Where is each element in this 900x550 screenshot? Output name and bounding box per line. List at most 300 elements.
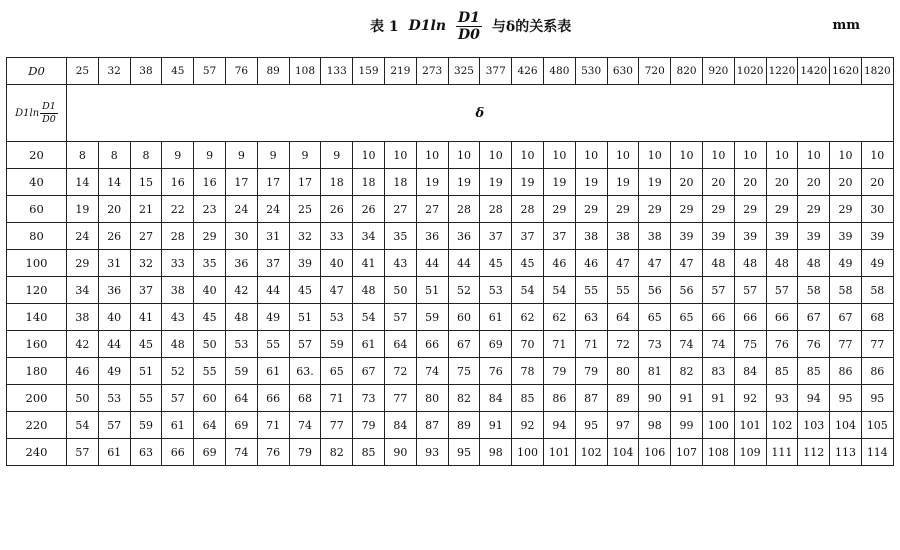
table-cell: 73 bbox=[639, 331, 671, 358]
table-cell: 9 bbox=[321, 142, 353, 169]
table-cell: 55 bbox=[194, 358, 226, 385]
table-cell: 57 bbox=[98, 412, 130, 439]
header-cell-d0-value: 1220 bbox=[766, 58, 798, 85]
table-cell: 9 bbox=[162, 142, 194, 169]
table-cell: 48 bbox=[798, 250, 830, 277]
table-cell: 86 bbox=[861, 358, 893, 385]
table-cell: 81 bbox=[639, 358, 671, 385]
table-cell: 63 bbox=[575, 304, 607, 331]
table-cell: 44 bbox=[257, 277, 289, 304]
table-cell: 95 bbox=[575, 412, 607, 439]
table-cell: 49 bbox=[861, 250, 893, 277]
table-cell: 50 bbox=[194, 331, 226, 358]
table-cell: 20 bbox=[798, 169, 830, 196]
table-cell: 27 bbox=[130, 223, 162, 250]
table-cell: 55 bbox=[575, 277, 607, 304]
header-cell-d0-value: 273 bbox=[416, 58, 448, 85]
table-cell: 79 bbox=[543, 358, 575, 385]
table-cell: 76 bbox=[257, 439, 289, 466]
table-cell: 87 bbox=[575, 385, 607, 412]
table-cell: 44 bbox=[98, 331, 130, 358]
table-cell: 39 bbox=[861, 223, 893, 250]
table-row bbox=[7, 439, 894, 466]
table-cell: 14 bbox=[67, 169, 99, 196]
table-cell: 36 bbox=[448, 223, 480, 250]
table-cell: 47 bbox=[639, 250, 671, 277]
table-cell: 61 bbox=[257, 358, 289, 385]
table-cell: 39 bbox=[734, 223, 766, 250]
table-cell: 39 bbox=[830, 223, 862, 250]
table-label: 表 1 bbox=[370, 19, 399, 35]
table-cell: 28 bbox=[162, 223, 194, 250]
table-cell: 82 bbox=[448, 385, 480, 412]
table-cell: 24 bbox=[257, 196, 289, 223]
delta-header-cell: δ bbox=[67, 85, 894, 142]
table-cell: 21 bbox=[130, 196, 162, 223]
header-cell-d0-value: 57 bbox=[194, 58, 226, 85]
table-cell: 49 bbox=[830, 250, 862, 277]
table-cell: 46 bbox=[67, 358, 99, 385]
row-label-cell: 200 bbox=[7, 385, 67, 412]
table-cell: 60 bbox=[194, 385, 226, 412]
table-cell: 80 bbox=[607, 358, 639, 385]
table-cell: 42 bbox=[225, 277, 257, 304]
table-cell: 34 bbox=[353, 223, 385, 250]
table-cell: 29 bbox=[671, 196, 703, 223]
table-cell: 113 bbox=[830, 439, 862, 466]
table-cell: 59 bbox=[321, 331, 353, 358]
table-cell: 75 bbox=[734, 331, 766, 358]
table-cell: 29 bbox=[798, 196, 830, 223]
table-cell: 19 bbox=[448, 169, 480, 196]
table-cell: 8 bbox=[67, 142, 99, 169]
table-cell: 72 bbox=[607, 331, 639, 358]
header-cell-d0-value: 89 bbox=[257, 58, 289, 85]
table-cell: 43 bbox=[162, 304, 194, 331]
table-cell: 66 bbox=[162, 439, 194, 466]
header-cell-d0-value: 426 bbox=[512, 58, 544, 85]
table-cell: 41 bbox=[130, 304, 162, 331]
table-cell: 85 bbox=[798, 358, 830, 385]
table-cell: 26 bbox=[353, 196, 385, 223]
table-cell: 19 bbox=[639, 169, 671, 196]
table-cell: 29 bbox=[734, 196, 766, 223]
table-cell: 61 bbox=[162, 412, 194, 439]
table-cell: 10 bbox=[480, 142, 512, 169]
table-cell: 20 bbox=[671, 169, 703, 196]
table-cell: 28 bbox=[480, 196, 512, 223]
table-cell: 57 bbox=[702, 277, 734, 304]
table-cell: 10 bbox=[448, 142, 480, 169]
row-label-cell: 140 bbox=[7, 304, 67, 331]
table-cell: 71 bbox=[543, 331, 575, 358]
table-cell: 79 bbox=[353, 412, 385, 439]
table-cell: 85 bbox=[353, 439, 385, 466]
table-cell: 72 bbox=[384, 358, 416, 385]
row-label-cell: 80 bbox=[7, 223, 67, 250]
table-cell: 53 bbox=[225, 331, 257, 358]
table-cell: 102 bbox=[766, 412, 798, 439]
header-cell-d0-value: 1620 bbox=[830, 58, 862, 85]
table-cell: 67 bbox=[798, 304, 830, 331]
table-cell: 70 bbox=[512, 331, 544, 358]
table-cell: 39 bbox=[798, 223, 830, 250]
table-cell: 51 bbox=[289, 304, 321, 331]
table-cell: 94 bbox=[543, 412, 575, 439]
table-cell: 20 bbox=[98, 196, 130, 223]
table-cell: 71 bbox=[575, 331, 607, 358]
header-cell-d0: D0 bbox=[7, 58, 67, 85]
table-caption bbox=[0, 6, 900, 46]
table-cell: 40 bbox=[194, 277, 226, 304]
table-cell: 77 bbox=[321, 412, 353, 439]
table-cell: 101 bbox=[734, 412, 766, 439]
table-cell: 10 bbox=[543, 142, 575, 169]
table-row bbox=[7, 250, 894, 277]
table-cell: 82 bbox=[321, 439, 353, 466]
table-cell: 9 bbox=[289, 142, 321, 169]
table-cell: 10 bbox=[702, 142, 734, 169]
row-label-cell: 220 bbox=[7, 412, 67, 439]
header-cell-d0-value: 159 bbox=[353, 58, 385, 85]
table-cell: 10 bbox=[671, 142, 703, 169]
table-cell: 51 bbox=[130, 358, 162, 385]
table-cell: 76 bbox=[766, 331, 798, 358]
table-cell: 45 bbox=[130, 331, 162, 358]
header-cell-d0-value: 38 bbox=[130, 58, 162, 85]
table-cell: 66 bbox=[416, 331, 448, 358]
table-cell: 58 bbox=[798, 277, 830, 304]
table-cell: 114 bbox=[861, 439, 893, 466]
table-cell: 10 bbox=[384, 142, 416, 169]
table-cell: 112 bbox=[798, 439, 830, 466]
table-cell: 71 bbox=[257, 412, 289, 439]
table-cell: 94 bbox=[798, 385, 830, 412]
table-cell: 49 bbox=[257, 304, 289, 331]
table-cell: 10 bbox=[639, 142, 671, 169]
table-cell: 103 bbox=[798, 412, 830, 439]
table-cell: 17 bbox=[289, 169, 321, 196]
table-cell: 54 bbox=[353, 304, 385, 331]
table-cell: 48 bbox=[702, 250, 734, 277]
table-cell: 9 bbox=[257, 142, 289, 169]
table-cell: 89 bbox=[607, 385, 639, 412]
table-cell: 54 bbox=[512, 277, 544, 304]
table-cell: 38 bbox=[639, 223, 671, 250]
header-cell-d0-value: 32 bbox=[98, 58, 130, 85]
header-cell-d0-value: 920 bbox=[702, 58, 734, 85]
table-cell: 69 bbox=[480, 331, 512, 358]
table-cell: 63. bbox=[289, 358, 321, 385]
table-cell: 20 bbox=[702, 169, 734, 196]
table-cell: 95 bbox=[830, 385, 862, 412]
table-cell: 92 bbox=[734, 385, 766, 412]
table-row bbox=[7, 304, 894, 331]
table-cell: 47 bbox=[671, 250, 703, 277]
table-cell: 62 bbox=[512, 304, 544, 331]
caption-fraction-numerator: D1 bbox=[458, 9, 480, 26]
table-cell: 33 bbox=[321, 223, 353, 250]
table-cell: 93 bbox=[416, 439, 448, 466]
table-cell: 29 bbox=[766, 196, 798, 223]
table-cell: 89 bbox=[448, 412, 480, 439]
table-cell: 64 bbox=[225, 385, 257, 412]
table-cell: 99 bbox=[671, 412, 703, 439]
table-cell: 65 bbox=[639, 304, 671, 331]
table-cell: 69 bbox=[225, 412, 257, 439]
table-cell: 98 bbox=[480, 439, 512, 466]
row-label-cell: 100 bbox=[7, 250, 67, 277]
table-cell: 74 bbox=[702, 331, 734, 358]
table-cell: 66 bbox=[766, 304, 798, 331]
table-cell: 19 bbox=[512, 169, 544, 196]
row-label-cell: 60 bbox=[7, 196, 67, 223]
table-cell: 57 bbox=[289, 331, 321, 358]
table-cell: 76 bbox=[798, 331, 830, 358]
expression-label-numerator: D1 bbox=[42, 101, 56, 112]
table-cell: 58 bbox=[830, 277, 862, 304]
table-cell: 54 bbox=[543, 277, 575, 304]
row-label-cell: 160 bbox=[7, 331, 67, 358]
table-cell: 66 bbox=[734, 304, 766, 331]
table-cell: 65 bbox=[671, 304, 703, 331]
caption-expression bbox=[409, 18, 446, 34]
table-cell: 90 bbox=[639, 385, 671, 412]
table-cell: 16 bbox=[194, 169, 226, 196]
table-cell: 59 bbox=[130, 412, 162, 439]
table-cell: 57 bbox=[162, 385, 194, 412]
table-cell: 44 bbox=[416, 250, 448, 277]
table-cell: 20 bbox=[766, 169, 798, 196]
table-cell: 104 bbox=[607, 439, 639, 466]
header-cell-d0-value: 720 bbox=[639, 58, 671, 85]
header-cell-d0-value: 133 bbox=[321, 58, 353, 85]
table-cell: 57 bbox=[67, 439, 99, 466]
table-cell: 109 bbox=[734, 439, 766, 466]
table-cell: 38 bbox=[575, 223, 607, 250]
table-cell: 33 bbox=[162, 250, 194, 277]
table-cell: 10 bbox=[607, 142, 639, 169]
table-cell: 24 bbox=[67, 223, 99, 250]
table-cell: 74 bbox=[671, 331, 703, 358]
table-cell: 63 bbox=[130, 439, 162, 466]
table-cell: 74 bbox=[416, 358, 448, 385]
table-cell: 22 bbox=[162, 196, 194, 223]
table-cell: 95 bbox=[448, 439, 480, 466]
header-row-expression bbox=[7, 85, 894, 142]
table-cell: 76 bbox=[480, 358, 512, 385]
table-cell: 38 bbox=[162, 277, 194, 304]
table-cell: 55 bbox=[257, 331, 289, 358]
table-cell: 98 bbox=[639, 412, 671, 439]
table-cell: 29 bbox=[702, 196, 734, 223]
table-cell: 39 bbox=[766, 223, 798, 250]
table-cell: 18 bbox=[321, 169, 353, 196]
table-cell: 10 bbox=[416, 142, 448, 169]
table-cell: 29 bbox=[543, 196, 575, 223]
table-cell: 83 bbox=[702, 358, 734, 385]
table-cell: 74 bbox=[289, 412, 321, 439]
table-cell: 108 bbox=[702, 439, 734, 466]
table-cell: 56 bbox=[671, 277, 703, 304]
table-cell: 10 bbox=[734, 142, 766, 169]
table-cell: 28 bbox=[512, 196, 544, 223]
table-cell: 36 bbox=[225, 250, 257, 277]
table-cell: 48 bbox=[162, 331, 194, 358]
table-row bbox=[7, 223, 894, 250]
table-cell: 19 bbox=[67, 196, 99, 223]
table-cell: 102 bbox=[575, 439, 607, 466]
header-cell-d0-value: 1820 bbox=[861, 58, 893, 85]
table-cell: 29 bbox=[194, 223, 226, 250]
relation-table bbox=[6, 57, 894, 466]
table-cell: 38 bbox=[67, 304, 99, 331]
table-row bbox=[7, 169, 894, 196]
table-cell: 42 bbox=[67, 331, 99, 358]
table-cell: 40 bbox=[321, 250, 353, 277]
header-cell-d0-value: 325 bbox=[448, 58, 480, 85]
row-label-cell: 240 bbox=[7, 439, 67, 466]
table-cell: 64 bbox=[384, 331, 416, 358]
table-cell: 97 bbox=[607, 412, 639, 439]
table-cell: 29 bbox=[67, 250, 99, 277]
table-cell: 39 bbox=[671, 223, 703, 250]
table-cell: 79 bbox=[575, 358, 607, 385]
table-cell: 39 bbox=[702, 223, 734, 250]
table-cell: 104 bbox=[830, 412, 862, 439]
header-cell-d0-value: 630 bbox=[607, 58, 639, 85]
caption-expr-prefix: D1ln bbox=[408, 18, 447, 34]
table-cell: 10 bbox=[861, 142, 893, 169]
table-cell: 8 bbox=[130, 142, 162, 169]
table-cell: 35 bbox=[194, 250, 226, 277]
table-cell: 30 bbox=[861, 196, 893, 223]
table-cell: 20 bbox=[734, 169, 766, 196]
table-cell: 19 bbox=[543, 169, 575, 196]
table-cell: 95 bbox=[861, 385, 893, 412]
header-cell-d0-value: 820 bbox=[671, 58, 703, 85]
table-cell: 27 bbox=[384, 196, 416, 223]
table-row bbox=[7, 358, 894, 385]
table-cell: 19 bbox=[607, 169, 639, 196]
table-cell: 38 bbox=[607, 223, 639, 250]
table-cell: 68 bbox=[861, 304, 893, 331]
table-cell: 9 bbox=[225, 142, 257, 169]
header-cell-d0-value: 530 bbox=[575, 58, 607, 85]
table-cell: 48 bbox=[766, 250, 798, 277]
table-cell: 37 bbox=[257, 250, 289, 277]
table-cell: 84 bbox=[480, 385, 512, 412]
table-cell: 37 bbox=[543, 223, 575, 250]
table-cell: 26 bbox=[98, 223, 130, 250]
table-cell: 20 bbox=[830, 169, 862, 196]
header-cell-d0-value: 219 bbox=[384, 58, 416, 85]
row-label-cell: 180 bbox=[7, 358, 67, 385]
table-cell: 45 bbox=[512, 250, 544, 277]
table-cell: 91 bbox=[480, 412, 512, 439]
header-cell-d0-value: 480 bbox=[543, 58, 575, 85]
table-cell: 10 bbox=[830, 142, 862, 169]
header-cell-d0-value: 1420 bbox=[798, 58, 830, 85]
table-cell: 105 bbox=[861, 412, 893, 439]
table-cell: 46 bbox=[543, 250, 575, 277]
table-cell: 46 bbox=[575, 250, 607, 277]
table-cell: 66 bbox=[702, 304, 734, 331]
table-cell: 52 bbox=[162, 358, 194, 385]
table-cell: 15 bbox=[130, 169, 162, 196]
table-cell: 64 bbox=[194, 412, 226, 439]
table-cell: 23 bbox=[194, 196, 226, 223]
table-row bbox=[7, 385, 894, 412]
table-cell: 19 bbox=[416, 169, 448, 196]
table-cell: 65 bbox=[321, 358, 353, 385]
table-cell: 37 bbox=[480, 223, 512, 250]
caption-fraction-denominator: D0 bbox=[458, 26, 480, 43]
row-label-cell: 120 bbox=[7, 277, 67, 304]
header-cell-expression bbox=[7, 85, 67, 142]
table-cell: 69 bbox=[194, 439, 226, 466]
header-cell-d0-value: 108 bbox=[289, 58, 321, 85]
table-cell: 17 bbox=[225, 169, 257, 196]
table-cell: 100 bbox=[512, 439, 544, 466]
table-row bbox=[7, 277, 894, 304]
table-cell: 68 bbox=[289, 385, 321, 412]
table-cell: 56 bbox=[639, 277, 671, 304]
table-row bbox=[7, 142, 894, 169]
table-cell: 106 bbox=[639, 439, 671, 466]
table-cell: 37 bbox=[512, 223, 544, 250]
table-cell: 66 bbox=[257, 385, 289, 412]
table-row bbox=[7, 331, 894, 358]
table-cell: 44 bbox=[448, 250, 480, 277]
table-cell: 16 bbox=[162, 169, 194, 196]
table-cell: 8 bbox=[98, 142, 130, 169]
header-cell-d0-value: 76 bbox=[225, 58, 257, 85]
table-cell: 10 bbox=[353, 142, 385, 169]
table-row bbox=[7, 196, 894, 223]
table-cell: 39 bbox=[289, 250, 321, 277]
table-cell: 60 bbox=[448, 304, 480, 331]
table-cell: 61 bbox=[98, 439, 130, 466]
table-cell: 86 bbox=[830, 358, 862, 385]
table-cell: 45 bbox=[194, 304, 226, 331]
table-cell: 57 bbox=[734, 277, 766, 304]
table-cell: 67 bbox=[830, 304, 862, 331]
table-cell: 25 bbox=[289, 196, 321, 223]
table-cell: 92 bbox=[512, 412, 544, 439]
row-label-cell: 20 bbox=[7, 142, 67, 169]
table-cell: 24 bbox=[225, 196, 257, 223]
table-cell: 53 bbox=[321, 304, 353, 331]
table-cell: 61 bbox=[480, 304, 512, 331]
table-cell: 84 bbox=[734, 358, 766, 385]
table-cell: 10 bbox=[766, 142, 798, 169]
unit-label: mm bbox=[832, 18, 860, 33]
table-cell: 51 bbox=[416, 277, 448, 304]
table-cell: 107 bbox=[671, 439, 703, 466]
table-cell: 86 bbox=[543, 385, 575, 412]
table-cell: 32 bbox=[130, 250, 162, 277]
row-label-cell: 40 bbox=[7, 169, 67, 196]
table-cell: 55 bbox=[130, 385, 162, 412]
caption-relation-text: 与δ的关系表 bbox=[491, 19, 572, 35]
table-cell: 111 bbox=[766, 439, 798, 466]
table-cell: 91 bbox=[671, 385, 703, 412]
header-cell-d0-value: 25 bbox=[67, 58, 99, 85]
table-cell: 91 bbox=[702, 385, 734, 412]
table-cell: 59 bbox=[416, 304, 448, 331]
table-cell: 20 bbox=[861, 169, 893, 196]
